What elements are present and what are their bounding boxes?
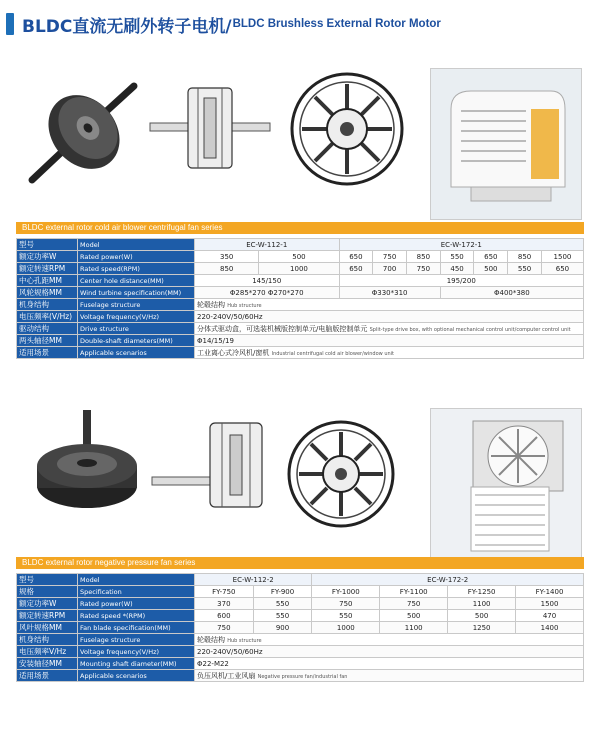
table-row xyxy=(17,574,584,586)
table-cell: FY-1100 xyxy=(380,586,448,598)
table-row xyxy=(17,287,584,299)
table-cell: 220-240V/50/60Hz xyxy=(195,646,584,658)
row-label-en: Mounting shaft diameter(MM) xyxy=(78,658,195,670)
table-cell: FY-1250 xyxy=(448,586,516,598)
wheel-image-1 xyxy=(288,70,406,188)
table-cell: Φ330*310 xyxy=(339,287,440,299)
table-cell: 1500 xyxy=(516,598,584,610)
row-label-cn: 中心孔距MM xyxy=(17,275,78,287)
table-cell: 600 xyxy=(195,610,254,622)
table-cell: 500 xyxy=(448,610,516,622)
row-label-cn: 驱动结构 xyxy=(17,323,78,335)
row-label-en: Center hole distance(MM) xyxy=(78,275,195,287)
table-cell: Φ14/15/19 xyxy=(195,335,584,347)
table-cell: 850 xyxy=(406,251,440,263)
row-label-en: Rated speed *(RPM) xyxy=(78,610,195,622)
page-header xyxy=(6,10,441,38)
table-cell: 1100 xyxy=(380,622,448,634)
table-cell: 550 xyxy=(440,251,474,263)
table-row xyxy=(17,275,584,287)
table-row xyxy=(17,658,584,670)
table-cell: 750 xyxy=(195,622,254,634)
row-label-en: Rated power(W) xyxy=(78,598,195,610)
row-label-en: Model xyxy=(78,574,195,586)
row-label-cn: 电压频率(V/Hz) xyxy=(17,311,78,323)
cell-text-cn: 负压风机/工业风扇 xyxy=(197,671,256,680)
table-cell: 370 xyxy=(195,598,254,610)
table-cell: 350 xyxy=(195,251,259,263)
table-row xyxy=(17,299,584,311)
row-label-en: Wind turbine specification(MM) xyxy=(78,287,195,299)
table-cell: 650 xyxy=(339,251,373,263)
table-row xyxy=(17,646,584,658)
table-cell: 1500 xyxy=(541,251,583,263)
table-cell xyxy=(195,323,584,335)
table-row xyxy=(17,263,584,275)
table-cell: Φ285*270 Φ270*270 xyxy=(195,287,340,299)
row-label-en: Model xyxy=(78,239,195,251)
header-accent-bar xyxy=(6,13,14,35)
row-label-cn: 规格 xyxy=(17,586,78,598)
table-cell: 220-240V/50/60Hz xyxy=(195,311,584,323)
table-cell: 650 xyxy=(474,251,508,263)
table-cell: 1400 xyxy=(516,622,584,634)
table-row xyxy=(17,251,584,263)
table-row xyxy=(17,311,584,323)
cell-text-cn: 轮毂结构 xyxy=(197,300,225,309)
table-row xyxy=(17,323,584,335)
table-cell: 700 xyxy=(373,263,407,275)
pressure-fan-photo xyxy=(430,408,582,560)
row-label-cn: 风轮规格MM xyxy=(17,287,78,299)
table-cell: 750 xyxy=(312,598,380,610)
row-label-en: Voltage frequency(V/Hz) xyxy=(78,646,195,658)
row-label-cn: 电压频率V/Hz xyxy=(17,646,78,658)
table-cell: FY-900 xyxy=(253,586,312,598)
table-cell xyxy=(195,634,584,646)
row-label-cn: 适用场景 xyxy=(17,347,78,359)
header-title-en: BLDC Brushless External Rotor Motor xyxy=(232,18,441,30)
cell-text-en: Hub structure xyxy=(227,302,262,309)
table-cell: 550 xyxy=(312,610,380,622)
table-cell: 500 xyxy=(259,251,339,263)
motor-image-1b xyxy=(148,78,273,178)
section1-spec-table xyxy=(16,238,584,359)
cell-text-cn: 分体式驱动盒，可选装机械版控制单元/电脑版控制单元 xyxy=(197,324,368,333)
table-cell: 550 xyxy=(253,598,312,610)
table-row xyxy=(17,335,584,347)
row-label-cn: 风叶规格MM xyxy=(17,622,78,634)
motor-image-2b xyxy=(150,415,270,515)
wheel-image-2 xyxy=(285,418,397,530)
header-title-cn: BLDC直流无刷外转子电机/ xyxy=(22,16,232,37)
table-cell: FY-750 xyxy=(195,586,254,598)
table-cell: 550 xyxy=(508,263,542,275)
cell-text-en: Hub structure xyxy=(227,637,262,644)
row-label-cn: 额定转速RPM xyxy=(17,610,78,622)
row-label-cn: 适用场景 xyxy=(17,670,78,682)
section2-spec-table xyxy=(16,573,584,682)
table-row xyxy=(17,586,584,598)
cell-text-en: Negative pressure fan/industrial fan xyxy=(257,673,348,680)
table-cell: FY-1000 xyxy=(312,586,380,598)
table-cell: 145/150 xyxy=(195,275,340,287)
table-row xyxy=(17,634,584,646)
row-label-en: Rated power(W) xyxy=(78,251,195,263)
table-cell: FY-1400 xyxy=(516,586,584,598)
table-cell: 750 xyxy=(373,251,407,263)
table-row xyxy=(17,610,584,622)
motor-image-2a xyxy=(30,408,145,528)
table-cell: 900 xyxy=(253,622,312,634)
table-cell: 650 xyxy=(541,263,583,275)
table-cell: 500 xyxy=(474,263,508,275)
section2-band: BLDC external rotor negative pressure fan series xyxy=(16,557,584,569)
table-cell: EC-W-172-2 xyxy=(312,574,584,586)
table-row xyxy=(17,598,584,610)
row-label-en: Applicable scenarios xyxy=(78,347,195,359)
table-row xyxy=(17,347,584,359)
table-cell xyxy=(195,347,584,359)
row-label-en: Applicable scenarios xyxy=(78,670,195,682)
table-cell: 550 xyxy=(253,610,312,622)
row-label-en: Specification xyxy=(78,586,195,598)
table-cell: Φ400*380 xyxy=(440,287,583,299)
row-label-cn: 机身结构 xyxy=(17,634,78,646)
table-cell: 750 xyxy=(380,598,448,610)
row-label-en: Fan blade specification(MM) xyxy=(78,622,195,634)
row-label-cn: 型号 xyxy=(17,574,78,586)
row-label-cn: 额定功率W xyxy=(17,251,78,263)
motor-image-1a xyxy=(22,72,142,192)
section1-band: BLDC external rotor cold air blower centrifugal fan series xyxy=(16,222,584,234)
cell-text-en: Split-type drive box, with optional mechanical control unit/computer control unit xyxy=(369,326,571,333)
cell-text-en: Industrial centrifugal cold air blower/window unit xyxy=(271,350,395,357)
table-cell: 450 xyxy=(440,263,474,275)
table-cell: 470 xyxy=(516,610,584,622)
row-label-en: Fuselage structure xyxy=(78,634,195,646)
cell-text-cn: 轮毂结构 xyxy=(197,635,225,644)
row-label-en: Fuselage structure xyxy=(78,299,195,311)
row-label-cn: 额定转速RPM xyxy=(17,263,78,275)
row-label-cn: 型号 xyxy=(17,239,78,251)
table-row xyxy=(17,622,584,634)
air-cooler-photo xyxy=(430,68,582,220)
row-label-en: Voltage frequency(V/Hz) xyxy=(78,311,195,323)
row-label-en: Drive structure xyxy=(78,323,195,335)
table-cell xyxy=(195,670,584,682)
table-cell: 1100 xyxy=(448,598,516,610)
table-cell: 650 xyxy=(339,263,373,275)
table-cell: 195/200 xyxy=(339,275,583,287)
table-row xyxy=(17,670,584,682)
table-cell: 1000 xyxy=(312,622,380,634)
row-label-cn: 机身结构 xyxy=(17,299,78,311)
table-cell: 1250 xyxy=(448,622,516,634)
row-label-cn: 额定功率W xyxy=(17,598,78,610)
row-label-cn: 安装轴径MM xyxy=(17,658,78,670)
row-label-en: Rated speed(RPM) xyxy=(78,263,195,275)
table-cell: Φ22-M22 xyxy=(195,658,584,670)
table-cell xyxy=(195,299,584,311)
table-row xyxy=(17,239,584,251)
table-cell: 1000 xyxy=(259,263,339,275)
row-label-cn: 两头轴径MM xyxy=(17,335,78,347)
table-cell: 500 xyxy=(380,610,448,622)
table-cell: 850 xyxy=(508,251,542,263)
table-cell: 850 xyxy=(195,263,259,275)
table-cell: EC-W-112-1 xyxy=(195,239,340,251)
row-label-en: Double-shaft diameters(MM) xyxy=(78,335,195,347)
table-cell: EC-W-112-2 xyxy=(195,574,312,586)
cell-text-cn: 工业离心式冷风机/窗机 xyxy=(197,348,270,357)
table-cell: 750 xyxy=(406,263,440,275)
table-cell: EC-W-172-1 xyxy=(339,239,583,251)
